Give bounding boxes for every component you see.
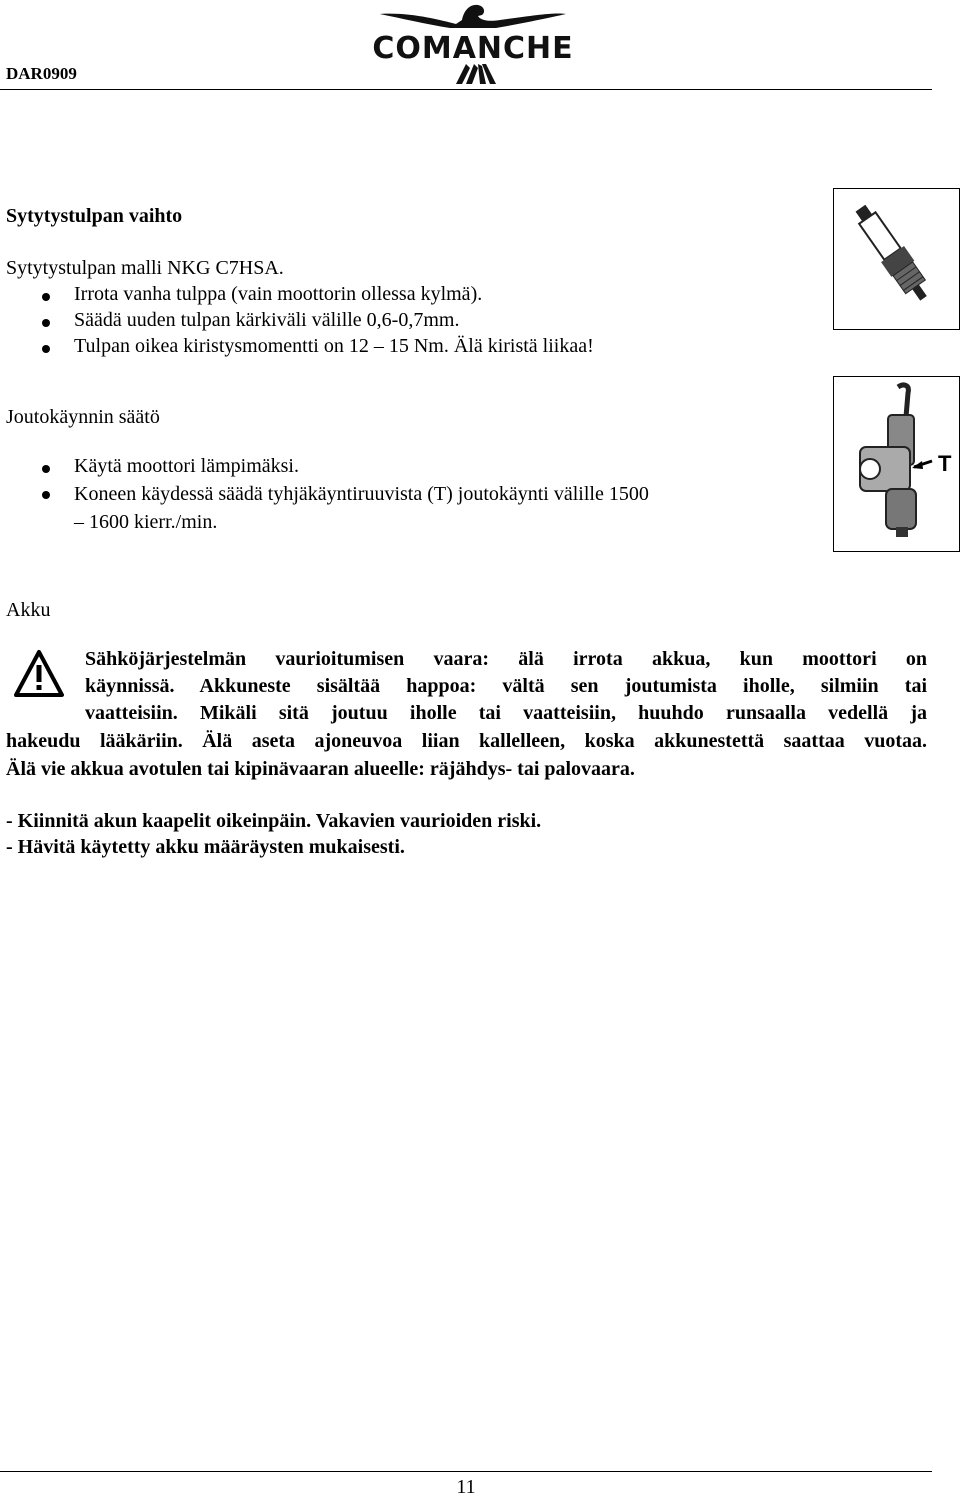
carburetor-figure [833, 376, 960, 552]
list-item: Koneen käydessä säädä tyhjäkäyntiruuvista (T) joutokäynti välille 1500 [74, 483, 649, 505]
carburetor-icon [834, 377, 959, 551]
warning-line: hakeudu lääkäriin. Älä aseta ajoneuvoa liian kallelleen, koska akkunestettä saattaa vuotaa. [6, 730, 927, 752]
bullet-icon [42, 465, 50, 473]
list-item: Irrota vanha tulppa (vain moottorin ollessa kylmä). [74, 283, 483, 305]
spark-plug-icon [834, 189, 959, 329]
document-code: DAR0909 [6, 64, 77, 83]
header-rule [0, 89, 932, 90]
list-item: Säädä uuden tulpan kärkiväli välille 0,6-0,7mm. [74, 309, 460, 331]
bullet-icon [42, 293, 50, 301]
battery-note: - Hävitä käytetty akku määräysten mukaisesti. [6, 836, 405, 858]
figure-label: T [938, 451, 952, 476]
logo-text: COMANCHE [372, 31, 574, 66]
list-item-continuation: – 1600 kierr./min. [74, 511, 218, 533]
list-item: Käytä moottori lämpimäksi. [74, 455, 299, 477]
warning-icon [13, 648, 65, 700]
page-number: 11 [456, 1476, 476, 1498]
footer-rule [0, 1471, 932, 1472]
battery-note: - Kiinnitä akun kaapelit oikeinpäin. Vakavien vaurioiden riski. [6, 810, 542, 832]
spark-plug-heading: Sytytystulpan vaihto [6, 205, 183, 227]
bullet-icon [42, 345, 50, 353]
comanche-logo [370, 0, 576, 86]
bullet-icon [42, 491, 50, 499]
list-item: Tulpan oikea kiristysmomentti on 12 – 15 Nm. Älä kiristä liikaa! [74, 335, 594, 357]
warning-line: Älä vie akkua avotulen tai kipinävaaran alueelle: räjähdys- tai palovaara. [6, 758, 635, 780]
warning-line: Sähköjärjestelmän vaurioitumisen vaara: älä irrota akkua, kun moottori on [85, 648, 927, 670]
battery-heading: Akku [6, 599, 51, 621]
warning-line: käynnissä. Akkuneste sisältää happoa: vältä sen joutumista iholle, silmiin tai [85, 675, 927, 697]
warning-line: vaatteisiin. Mikäli sitä joutuu iholle tai vaatteisiin, huuhdo runsaalla vedellä ja [85, 702, 927, 724]
spark-plug-figure [833, 188, 960, 330]
bullet-icon [42, 319, 50, 327]
idle-heading: Joutokäynnin säätö [6, 406, 160, 428]
spark-plug-model: Sytytystulpan malli NKG C7HSA. [6, 257, 284, 279]
